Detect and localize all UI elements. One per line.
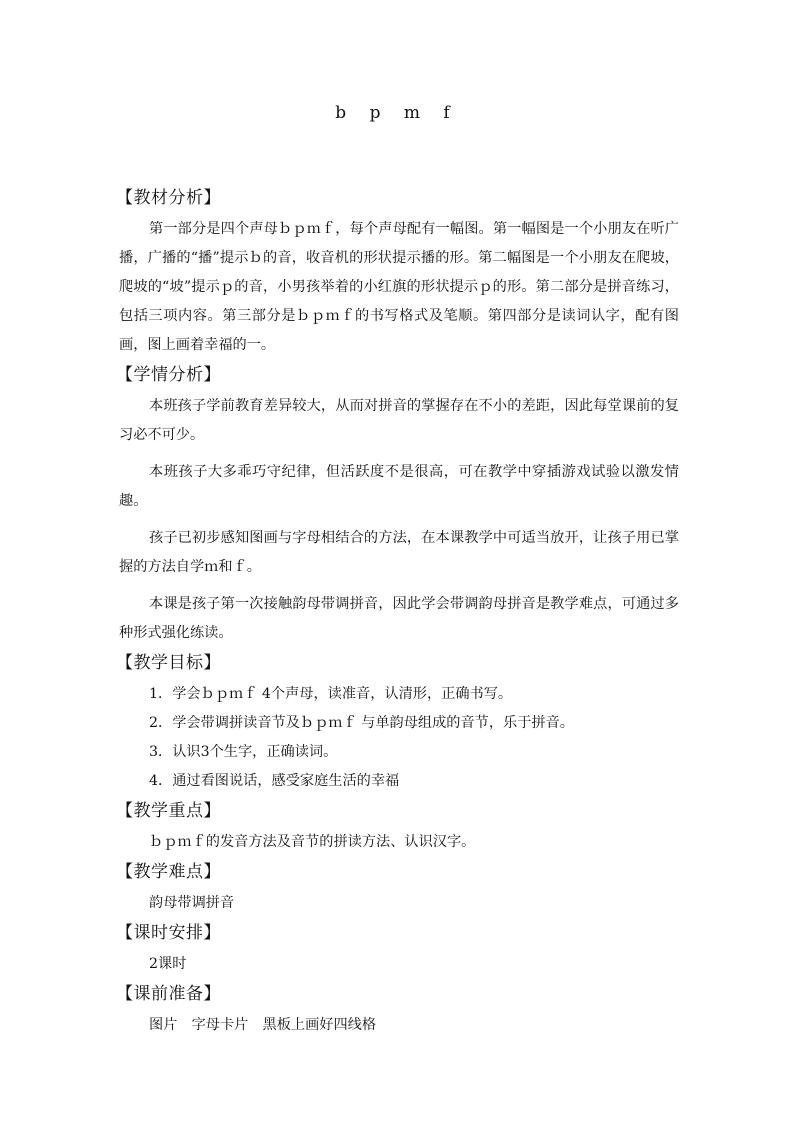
section-schedule: [116, 920, 679, 979]
students-paragraph-2: 本班孩子大多乖巧守纪律，但活跃度不是很高，可在教学中穿插游戏试验以激发情趣。: [119, 464, 679, 509]
goal-item-2: 2．学会带调拼读音节及ｂｐｍｆ 与单韵母组成的音节，乐于拼音。: [149, 715, 574, 731]
section-heading-analysis: 【教材分析】: [116, 188, 221, 208]
section-heading-goals: 【教学目标】: [116, 653, 221, 673]
analysis-paragraph: 第一部分是四个声母ｂｐｍｆ，每个声母配有一幅图。第一幅图是一个小朋友在听广播，广播的“播”提示ｂ的音，收音机的形状提示播的形。第二幅图是一个小朋友在爬坡，爬坡的“坡”提示ｐ的音，小男孩举着的小红旗的形状提示ｐ的形。第二部分是拼音练习，包括三项内容。第三部分是ｂｐｍｆ的书写格式及笔顺。第四部分是读词认字，配有图画，图上画着幸福的一。: [119, 221, 679, 353]
section-focus: [116, 798, 679, 857]
schedule-text: 2课时: [149, 956, 187, 972]
goal-item-3: 3．认识3个生字，正确读词。: [149, 744, 338, 760]
section-heading-prep: 【课前准备】: [116, 984, 221, 1004]
section-difficulty: [116, 859, 679, 918]
section-heading-students: 【学情分析】: [116, 365, 221, 385]
difficulty-text: 韵母带调拼音: [149, 895, 235, 911]
section-heading-focus: 【教学重点】: [116, 801, 221, 821]
students-paragraph-1: 本班孩子学前教育差异较大，从而对拼音的掌握存在不小的差距，因此每堂课前的复习必不可少。: [119, 398, 679, 443]
document-body: [116, 185, 679, 1040]
section-goals: [116, 650, 679, 796]
section-prep: [116, 981, 679, 1040]
focus-text: ｂｐｍｆ的发音方法及音节的拼读方法、认识汉字。: [149, 834, 476, 850]
prep-text: 图片 字母卡片 黑板上画好四线格: [149, 1017, 377, 1033]
goal-item-1: 1．学会ｂｐｍｆ 4个声母，读准音，认清形，正确书写。: [149, 686, 513, 702]
section-heading-difficulty: 【教学难点】: [116, 862, 221, 882]
section-heading-schedule: 【课时安排】: [116, 923, 221, 943]
goal-item-4: 4．通过看图说话，感受家庭生活的幸福: [149, 773, 400, 789]
section-analysis: [116, 185, 679, 360]
section-students: [116, 362, 679, 648]
students-paragraph-4: 本课是孩子第一次接触韵母带调拼音，因此学会带调韵母拼音是教学难点，可通过多种形式强化练读。: [119, 596, 679, 641]
document-title: b p m f: [335, 103, 459, 123]
students-paragraph-3: 孩子已初步感知图画与字母相结合的方法，在本课教学中可适当放开，让孩子用已掌握的方法自学ｍ和ｆ。: [119, 530, 679, 575]
